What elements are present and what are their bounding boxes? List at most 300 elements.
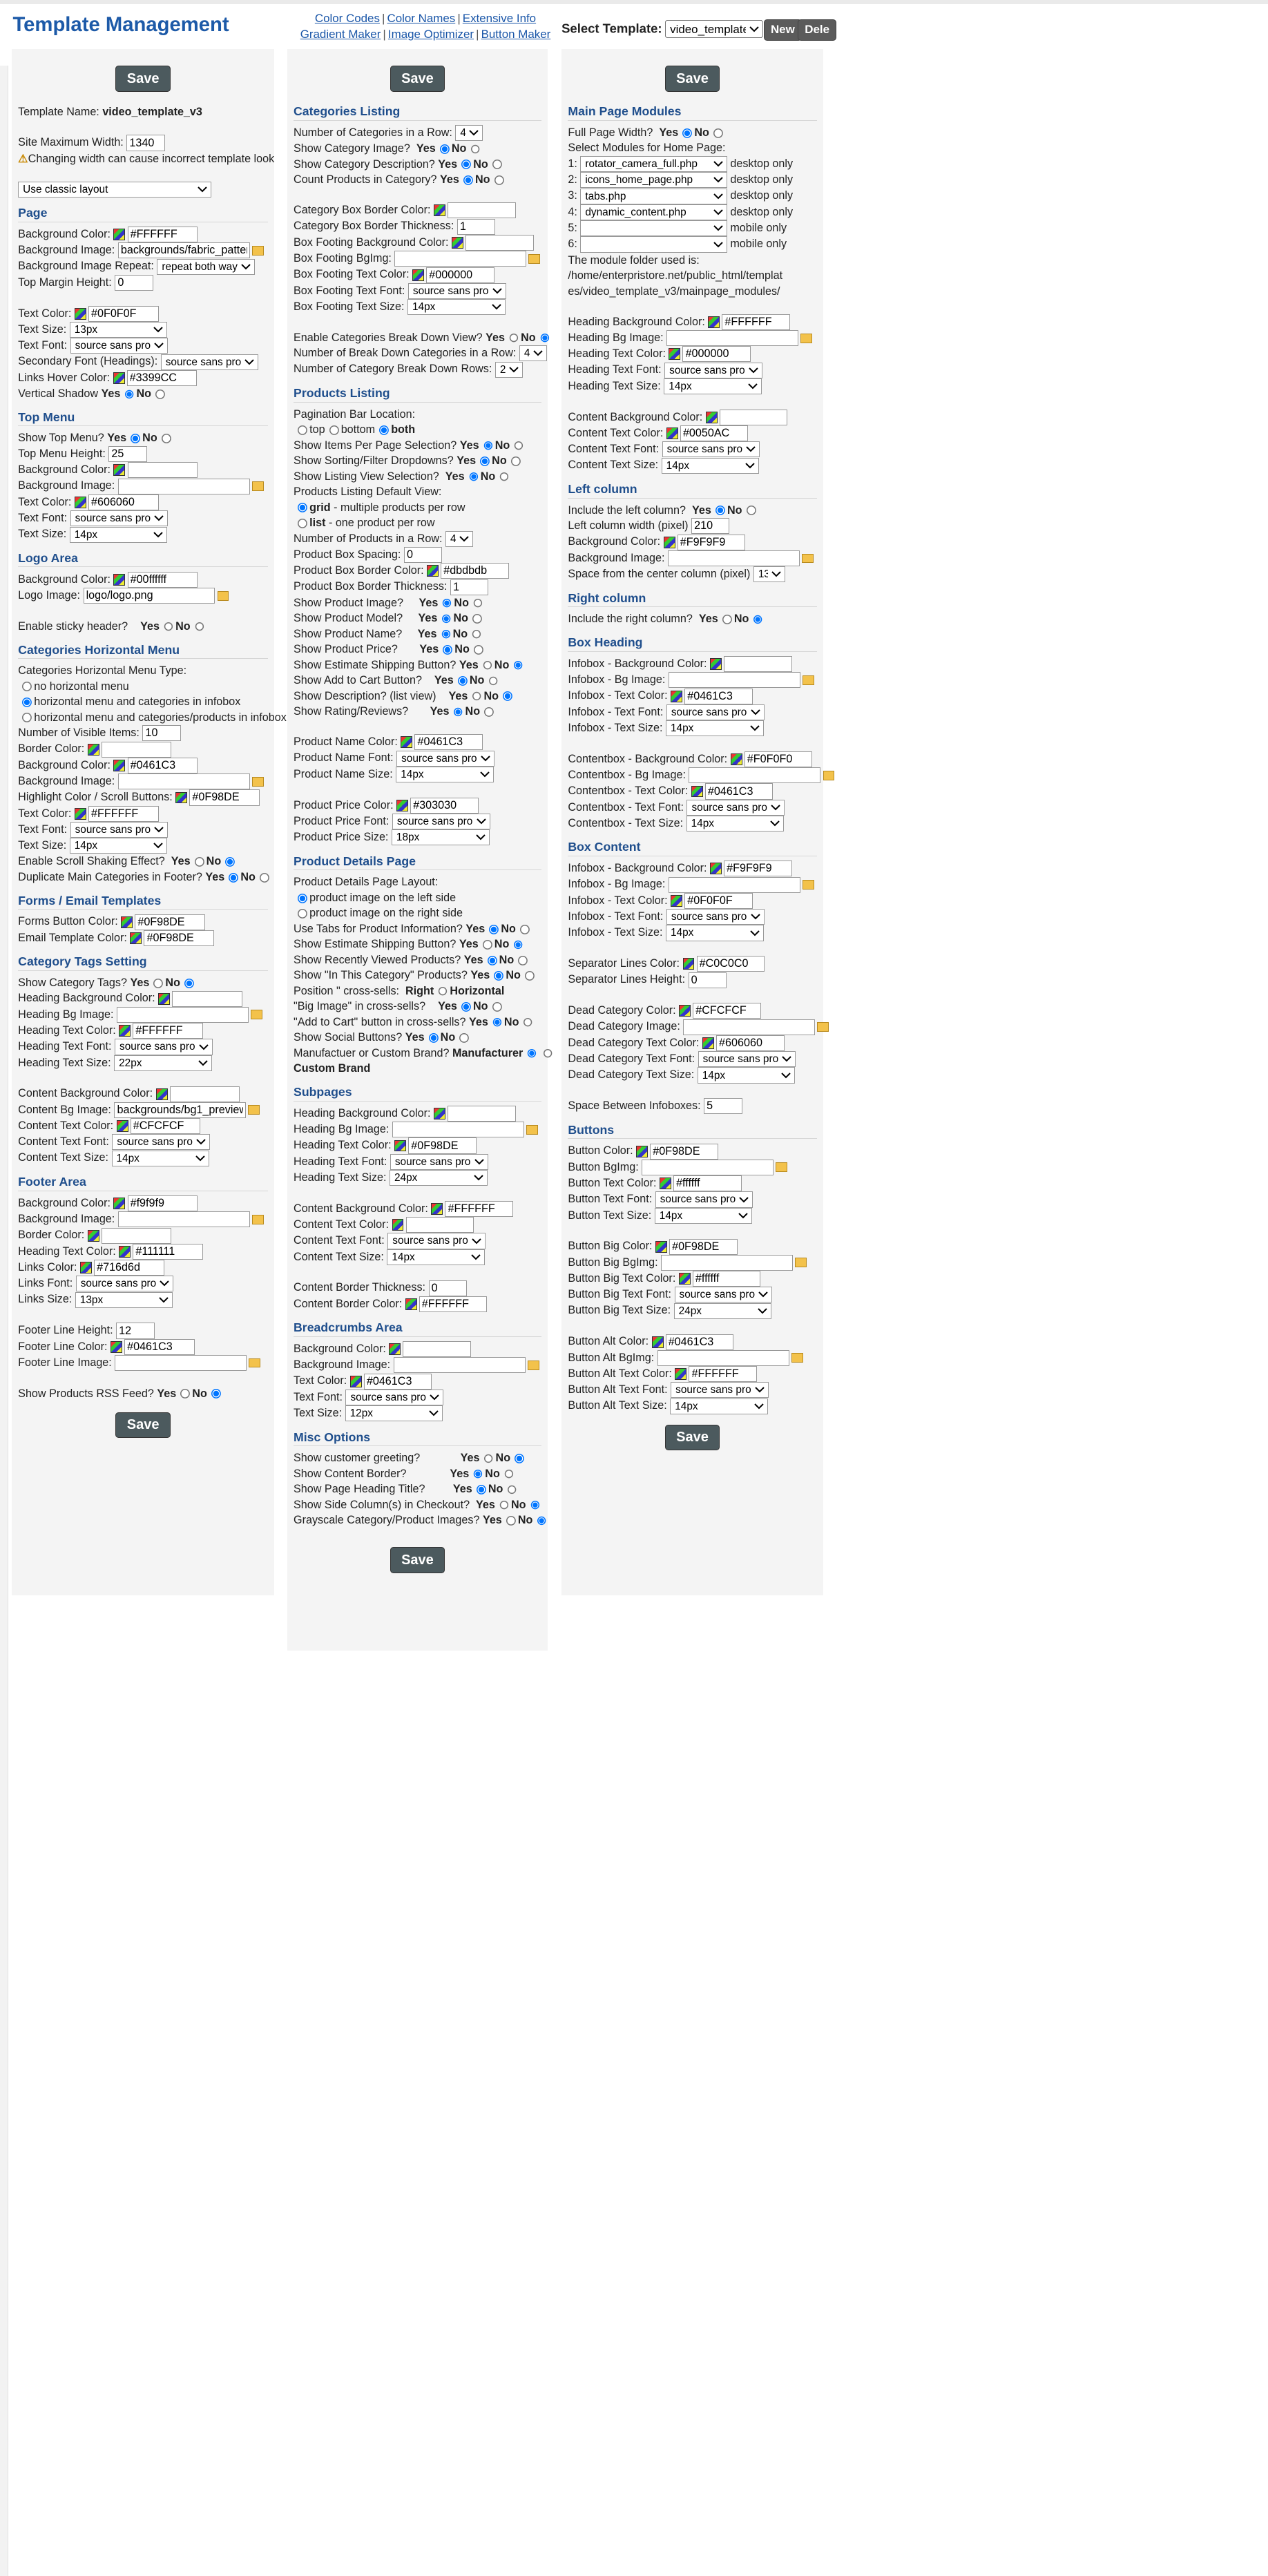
mpm-heading-bg[interactable] — [722, 314, 790, 330]
color-picker-icon[interactable] — [396, 800, 408, 811]
cross-sell-right[interactable] — [438, 987, 448, 997]
cat-image-no[interactable] — [471, 144, 481, 154]
logo-bg-color[interactable] — [128, 572, 198, 588]
scroll-shake-no[interactable] — [225, 857, 235, 867]
breakdown-no[interactable] — [540, 334, 550, 343]
chm-bg-color[interactable] — [128, 758, 198, 773]
tags-heading-bg[interactable] — [172, 991, 242, 1007]
greeting-yes[interactable] — [484, 1454, 494, 1463]
side-checkout-yes[interactable] — [499, 1501, 509, 1510]
left-col-space[interactable] — [753, 566, 785, 582]
breakdown-per-row[interactable] — [519, 345, 547, 361]
left-col-no[interactable] — [747, 506, 756, 515]
color-picker-icon[interactable] — [664, 537, 675, 548]
est-shipping-no[interactable] — [514, 661, 523, 671]
folder-icon[interactable] — [252, 1215, 264, 1224]
count-products-yes[interactable] — [463, 175, 473, 185]
sticky-no[interactable] — [195, 622, 204, 632]
desc-no[interactable] — [503, 691, 512, 701]
view-list[interactable] — [298, 519, 307, 528]
listing-view-yes[interactable] — [469, 472, 479, 482]
mpm-heading-bg-image[interactable] — [666, 330, 798, 346]
tags-content-font[interactable] — [112, 1134, 210, 1150]
color-picker-icon[interactable] — [706, 412, 718, 423]
top-menu-font-select[interactable] — [70, 510, 169, 526]
left-col-width[interactable] — [691, 518, 729, 534]
product-box-border-color[interactable] — [441, 563, 509, 579]
dup-footer-yes[interactable] — [229, 873, 238, 883]
folder-icon[interactable] — [252, 777, 264, 787]
color-picker-icon[interactable] — [431, 1203, 443, 1215]
tags-heading-font[interactable] — [115, 1039, 213, 1055]
tags-content-bg[interactable] — [170, 1086, 240, 1102]
cat-tags-no[interactable] — [184, 979, 194, 988]
color-picker-icon[interactable] — [350, 1376, 362, 1387]
chm-infobox[interactable] — [22, 698, 32, 707]
color-picker-icon[interactable] — [121, 916, 133, 928]
ib-heading-bg[interactable] — [724, 656, 792, 672]
pd-image-right[interactable] — [298, 909, 307, 919]
bc-infobox-bg-image[interactable] — [669, 877, 800, 893]
color-picker-icon[interactable] — [113, 372, 125, 384]
sp-heading-size[interactable] — [390, 1170, 488, 1186]
links-hover-color[interactable] — [127, 370, 198, 386]
folder-icon[interactable] — [252, 246, 264, 256]
content-border-yes[interactable] — [473, 1470, 483, 1479]
pagination-both[interactable] — [379, 425, 389, 435]
box-footing-size[interactable] — [407, 299, 506, 315]
sp-heading-bg-image[interactable] — [392, 1122, 524, 1137]
module-select-1[interactable] — [580, 156, 727, 172]
module-select-6[interactable] — [580, 236, 727, 252]
color-picker-icon[interactable] — [389, 1343, 401, 1355]
top-menu-text-color[interactable] — [88, 494, 159, 510]
big-image-yes[interactable] — [461, 1002, 471, 1012]
color-picker-icon[interactable] — [652, 1336, 664, 1348]
save-button[interactable]: Save — [115, 1412, 171, 1438]
content-border-no[interactable] — [504, 1470, 514, 1479]
page-bg-color[interactable] — [128, 227, 198, 242]
desc-yes[interactable] — [472, 691, 482, 701]
button-text-color[interactable] — [673, 1175, 742, 1191]
dead-cat-color[interactable] — [693, 1003, 761, 1019]
text-font-select[interactable] — [70, 338, 169, 354]
cb-heading-bg[interactable] — [745, 751, 813, 767]
bc-bg-color[interactable] — [403, 1341, 471, 1357]
product-price-no[interactable] — [474, 645, 483, 655]
product-price-font[interactable] — [392, 814, 490, 829]
color-picker-icon[interactable] — [691, 786, 703, 798]
separator-color[interactable] — [697, 956, 765, 972]
sticky-yes[interactable] — [164, 622, 173, 632]
folder-icon[interactable] — [252, 481, 264, 491]
breakdown-rows[interactable] — [495, 362, 523, 378]
color-picker-icon[interactable] — [434, 1108, 445, 1119]
sort-filter-yes[interactable] — [480, 456, 490, 466]
highlight-color[interactable] — [189, 789, 260, 805]
top-menu-yes[interactable] — [131, 434, 140, 443]
tags-heading-size[interactable] — [114, 1055, 212, 1071]
color-picker-icon[interactable] — [675, 1368, 686, 1380]
mpm-content-text-color[interactable] — [680, 425, 749, 441]
cat-desc-no[interactable] — [492, 160, 502, 169]
module-select-3[interactable] — [580, 189, 727, 204]
cat-box-border-thickness[interactable] — [457, 219, 495, 235]
in-category-no[interactable] — [525, 971, 535, 981]
color-picker-icon[interactable] — [117, 1120, 128, 1132]
in-category-yes[interactable] — [494, 971, 503, 981]
grayscale-yes[interactable] — [506, 1516, 516, 1526]
color-picker-icon[interactable] — [111, 1341, 122, 1353]
footer-bg-color[interactable] — [128, 1195, 198, 1211]
color-picker-icon[interactable] — [88, 744, 99, 756]
mpm-content-size[interactable] — [662, 458, 760, 474]
color-picker-icon[interactable] — [119, 1246, 131, 1258]
sp-heading-text-color[interactable] — [408, 1137, 477, 1153]
footer-links-font[interactable] — [76, 1276, 174, 1291]
tags-heading-text-color[interactable] — [133, 1023, 203, 1039]
secondary-font-select[interactable] — [161, 354, 259, 370]
bc-text-color[interactable] — [364, 1374, 432, 1390]
folder-icon[interactable] — [817, 1022, 829, 1032]
pd-image-left[interactable] — [298, 894, 307, 903]
save-button[interactable]: Save — [115, 66, 171, 91]
color-picker-icon[interactable] — [434, 204, 445, 216]
color-picker-icon[interactable] — [175, 792, 187, 804]
page-heading-no[interactable] — [508, 1485, 517, 1494]
bg-repeat-select[interactable] — [157, 259, 255, 275]
rss-yes[interactable] — [180, 1389, 190, 1398]
top-menu-bg-image[interactable] — [118, 479, 250, 494]
color-picker-icon[interactable] — [666, 427, 678, 439]
sp-content-text-color[interactable] — [406, 1217, 474, 1233]
box-footing-bg[interactable] — [465, 235, 534, 251]
tags-content-size[interactable] — [112, 1151, 210, 1166]
mpm-content-font[interactable] — [662, 441, 760, 457]
footer-line-image[interactable] — [115, 1355, 247, 1371]
count-products-no[interactable] — [494, 175, 504, 185]
est-shipping-yes[interactable] — [483, 661, 492, 671]
product-model-yes[interactable] — [442, 614, 452, 624]
color-picker-icon[interactable] — [113, 229, 125, 240]
footer-line-color[interactable] — [124, 1339, 195, 1355]
right-col-yes[interactable] — [722, 615, 732, 624]
color-picker-icon[interactable] — [671, 895, 682, 907]
folder-icon[interactable] — [528, 254, 540, 264]
color-picker-icon[interactable] — [452, 237, 463, 249]
cs-cart-no[interactable] — [523, 1018, 533, 1028]
button-alt-text-color[interactable] — [689, 1366, 757, 1382]
space-between-infoboxes[interactable] — [704, 1098, 742, 1114]
module-select-4[interactable] — [580, 204, 727, 220]
color-picker-icon[interactable] — [636, 1146, 648, 1157]
pagination-top[interactable] — [298, 425, 307, 435]
bc-infobox-font[interactable] — [666, 909, 765, 925]
scroll-shake-yes[interactable] — [195, 857, 204, 867]
rss-no[interactable] — [211, 1389, 221, 1398]
product-price-yes[interactable] — [443, 645, 452, 655]
categories-per-row[interactable] — [455, 125, 483, 141]
ratings-yes[interactable] — [454, 707, 463, 717]
top-menu-size-select[interactable] — [70, 527, 168, 543]
module-select-2[interactable] — [580, 172, 727, 188]
ib-heading-size[interactable] — [666, 720, 764, 736]
color-picker-icon[interactable] — [669, 348, 680, 360]
color-picker-icon[interactable] — [405, 1298, 417, 1310]
social-yes[interactable] — [429, 1033, 439, 1043]
product-price-color[interactable] — [410, 798, 479, 814]
color-picker-icon[interactable] — [113, 464, 125, 476]
color-picker-icon[interactable] — [113, 1198, 125, 1209]
footer-heading-color[interactable] — [133, 1244, 203, 1260]
chm-border-color[interactable] — [102, 742, 172, 758]
big-image-no[interactable] — [492, 1002, 502, 1012]
color-picker-icon[interactable] — [412, 269, 424, 281]
layout-select[interactable] — [18, 182, 211, 198]
add-cart-yes[interactable] — [458, 676, 468, 686]
link-button-maker[interactable]: Button Maker — [481, 28, 551, 41]
folder-icon[interactable] — [800, 334, 812, 343]
color-picker-icon[interactable] — [660, 1178, 671, 1189]
text-size-select[interactable] — [70, 322, 168, 338]
mpm-heading-font[interactable] — [664, 363, 762, 378]
product-box-spacing[interactable] — [404, 547, 442, 563]
top-menu-height[interactable] — [108, 446, 146, 462]
footer-bg-image[interactable] — [118, 1211, 250, 1227]
greeting-no[interactable] — [515, 1454, 524, 1463]
brand-manufacturer[interactable] — [527, 1049, 537, 1059]
sp-content-bg[interactable] — [445, 1201, 513, 1217]
grayscale-no[interactable] — [537, 1516, 547, 1526]
sp-heading-font[interactable] — [390, 1154, 488, 1170]
color-picker-icon[interactable] — [119, 1025, 131, 1037]
sp-border-color[interactable] — [419, 1296, 488, 1312]
cat-image-yes[interactable] — [440, 144, 450, 154]
save-button[interactable]: Save — [665, 1425, 720, 1450]
chm-font-select[interactable] — [70, 822, 169, 838]
chm-bg-image[interactable] — [118, 773, 250, 789]
button-big-size[interactable] — [674, 1303, 772, 1319]
items-per-page-no[interactable] — [514, 441, 523, 451]
color-picker-icon[interactable] — [394, 1140, 406, 1152]
product-name-size[interactable] — [396, 767, 494, 782]
color-picker-icon[interactable] — [75, 308, 86, 320]
dead-cat-size[interactable] — [698, 1067, 796, 1083]
mpm-heading-text-color[interactable] — [682, 346, 751, 362]
delete-button[interactable]: Dele — [798, 19, 836, 41]
folder-icon[interactable] — [791, 1353, 803, 1363]
cb-heading-size[interactable] — [686, 816, 785, 832]
product-price-size[interactable] — [392, 829, 490, 845]
email-template-color[interactable] — [144, 930, 214, 946]
folder-icon[interactable] — [803, 675, 814, 685]
recently-viewed-yes[interactable] — [488, 956, 497, 965]
logo-image[interactable] — [84, 588, 215, 604]
color-picker-icon[interactable] — [113, 574, 125, 586]
vshadow-yes[interactable] — [125, 390, 135, 399]
link-color-codes[interactable]: Color Codes — [314, 12, 380, 26]
product-name-font[interactable] — [396, 751, 494, 767]
button-font[interactable] — [655, 1191, 753, 1207]
product-image-yes[interactable] — [442, 599, 452, 608]
chm-none[interactable] — [22, 682, 32, 691]
color-picker-icon[interactable] — [710, 863, 722, 874]
product-model-no[interactable] — [472, 614, 482, 624]
button-size[interactable] — [655, 1208, 753, 1224]
color-picker-icon[interactable] — [710, 658, 722, 670]
cb-heading-font[interactable] — [686, 800, 785, 816]
product-image-no[interactable] — [473, 599, 483, 608]
ib-heading-bg-image[interactable] — [669, 672, 800, 688]
link-color-names[interactable]: Color Names — [387, 12, 456, 26]
listing-view-no[interactable] — [499, 472, 509, 482]
new-button[interactable]: New — [764, 19, 802, 41]
color-picker-icon[interactable] — [731, 753, 742, 765]
save-button[interactable]: Save — [390, 1547, 445, 1573]
tabs-yes[interactable] — [489, 925, 499, 934]
text-color[interactable] — [88, 306, 159, 322]
folder-icon[interactable] — [823, 771, 835, 780]
box-footing-bgimg[interactable] — [394, 251, 526, 267]
button-alt-font[interactable] — [671, 1382, 769, 1398]
color-picker-icon[interactable] — [158, 993, 170, 1005]
top-menu-no[interactable] — [162, 434, 171, 443]
cat-box-border-color[interactable] — [448, 202, 516, 218]
link-extensive-info[interactable]: Extensive Info — [462, 12, 537, 26]
tags-heading-bg-image[interactable] — [117, 1007, 249, 1023]
color-picker-icon[interactable] — [392, 1219, 404, 1231]
color-picker-icon[interactable] — [75, 497, 86, 508]
product-box-border-thickness[interactable] — [450, 579, 488, 595]
color-picker-icon[interactable] — [88, 1230, 99, 1242]
color-picker-icon[interactable] — [679, 1005, 691, 1017]
cat-tags-yes[interactable] — [153, 979, 163, 988]
footer-links-color[interactable] — [94, 1260, 164, 1276]
save-button[interactable]: Save — [665, 66, 720, 91]
pd-est-shipping-no[interactable] — [514, 940, 523, 950]
color-picker-icon[interactable] — [156, 1088, 168, 1100]
module-select-5[interactable] — [580, 220, 727, 236]
bc-bg-image[interactable] — [394, 1357, 526, 1373]
mpm-heading-size[interactable] — [664, 378, 762, 394]
color-picker-icon[interactable] — [671, 691, 682, 702]
add-cart-no[interactable] — [489, 676, 499, 686]
chm-size-select[interactable] — [70, 838, 168, 854]
product-name-color[interactable] — [414, 734, 483, 750]
vshadow-no[interactable] — [155, 390, 165, 399]
folder-icon[interactable] — [802, 554, 814, 564]
color-picker-icon[interactable] — [427, 565, 439, 577]
template-select[interactable] — [665, 20, 763, 38]
bc-infobox-bg[interactable] — [724, 861, 792, 876]
cs-cart-yes[interactable] — [492, 1018, 502, 1028]
visible-items[interactable] — [142, 725, 180, 741]
color-picker-icon[interactable] — [702, 1037, 714, 1049]
items-per-page-yes[interactable] — [483, 441, 493, 451]
button-alt-color[interactable] — [666, 1334, 734, 1350]
product-name-yes[interactable] — [441, 630, 451, 640]
folder-icon[interactable] — [251, 1010, 262, 1019]
ib-heading-font[interactable] — [666, 704, 765, 720]
tags-content-text-color[interactable] — [131, 1118, 201, 1134]
top-margin-input[interactable] — [115, 275, 153, 291]
pd-est-shipping-yes[interactable] — [483, 940, 492, 950]
dead-cat-font[interactable] — [698, 1051, 796, 1067]
view-grid[interactable] — [298, 503, 307, 512]
brand-custom[interactable] — [544, 1049, 553, 1059]
forms-button-color[interactable] — [135, 914, 205, 930]
dup-footer-no[interactable] — [260, 873, 269, 883]
save-button[interactable]: Save — [390, 66, 445, 91]
full-width-yes[interactable] — [682, 128, 692, 138]
color-picker-icon[interactable] — [75, 808, 86, 820]
chm-text-color[interactable] — [88, 806, 159, 822]
page-bg-image[interactable] — [118, 242, 250, 258]
left-col-bg[interactable] — [678, 535, 746, 550]
button-color[interactable] — [650, 1144, 718, 1160]
button-big-color[interactable] — [669, 1239, 738, 1255]
chm-products[interactable] — [22, 713, 32, 722]
left-col-yes[interactable] — [715, 506, 725, 515]
ib-heading-text-color[interactable] — [684, 689, 753, 704]
sp-heading-bg[interactable] — [448, 1106, 516, 1122]
folder-icon[interactable] — [526, 1125, 538, 1135]
tags-content-bg-image[interactable] — [114, 1102, 246, 1118]
left-col-bg-image[interactable] — [668, 550, 800, 566]
color-picker-icon[interactable] — [130, 932, 142, 944]
button-alt-bgimg[interactable] — [657, 1350, 789, 1366]
color-picker-icon[interactable] — [683, 958, 695, 970]
cat-desc-yes[interactable] — [461, 160, 471, 169]
link-gradient-maker[interactable]: Gradient Maker — [300, 28, 381, 41]
footer-border-color[interactable] — [102, 1228, 172, 1244]
button-alt-size[interactable] — [670, 1398, 768, 1414]
color-picker-icon[interactable] — [655, 1241, 667, 1253]
ratings-no[interactable] — [484, 707, 494, 717]
folder-icon[interactable] — [776, 1162, 787, 1172]
bc-infobox-size[interactable] — [666, 925, 764, 941]
recently-viewed-no[interactable] — [518, 956, 528, 965]
folder-icon[interactable] — [218, 591, 229, 601]
box-footing-text-color[interactable] — [426, 267, 494, 283]
folder-icon[interactable] — [803, 880, 814, 890]
color-picker-icon[interactable] — [401, 736, 412, 748]
sp-content-font[interactable] — [387, 1233, 486, 1249]
bc-size[interactable] — [345, 1405, 443, 1421]
tabs-no[interactable] — [520, 925, 530, 934]
sort-filter-no[interactable] — [511, 456, 521, 466]
folder-icon[interactable] — [248, 1105, 260, 1115]
side-checkout-no[interactable] — [530, 1501, 540, 1510]
social-no[interactable] — [459, 1033, 469, 1043]
sp-content-size[interactable] — [387, 1249, 485, 1265]
color-picker-icon[interactable] — [679, 1273, 691, 1285]
dead-cat-image[interactable] — [683, 1019, 815, 1035]
full-width-no[interactable] — [713, 128, 723, 138]
link-image-optimizer[interactable]: Image Optimizer — [387, 28, 474, 41]
sp-border-thickness[interactable] — [429, 1280, 467, 1296]
max-width-input[interactable] — [126, 135, 164, 151]
box-footing-font[interactable] — [408, 283, 506, 299]
dead-cat-text-color[interactable] — [716, 1035, 785, 1051]
product-name-no[interactable] — [472, 630, 481, 640]
right-col-no[interactable] — [753, 615, 763, 624]
footer-links-size[interactable] — [75, 1292, 173, 1308]
folder-icon[interactable] — [795, 1258, 807, 1267]
products-per-row[interactable] — [445, 531, 473, 547]
folder-icon[interactable] — [249, 1358, 260, 1368]
color-picker-icon[interactable] — [113, 760, 125, 771]
